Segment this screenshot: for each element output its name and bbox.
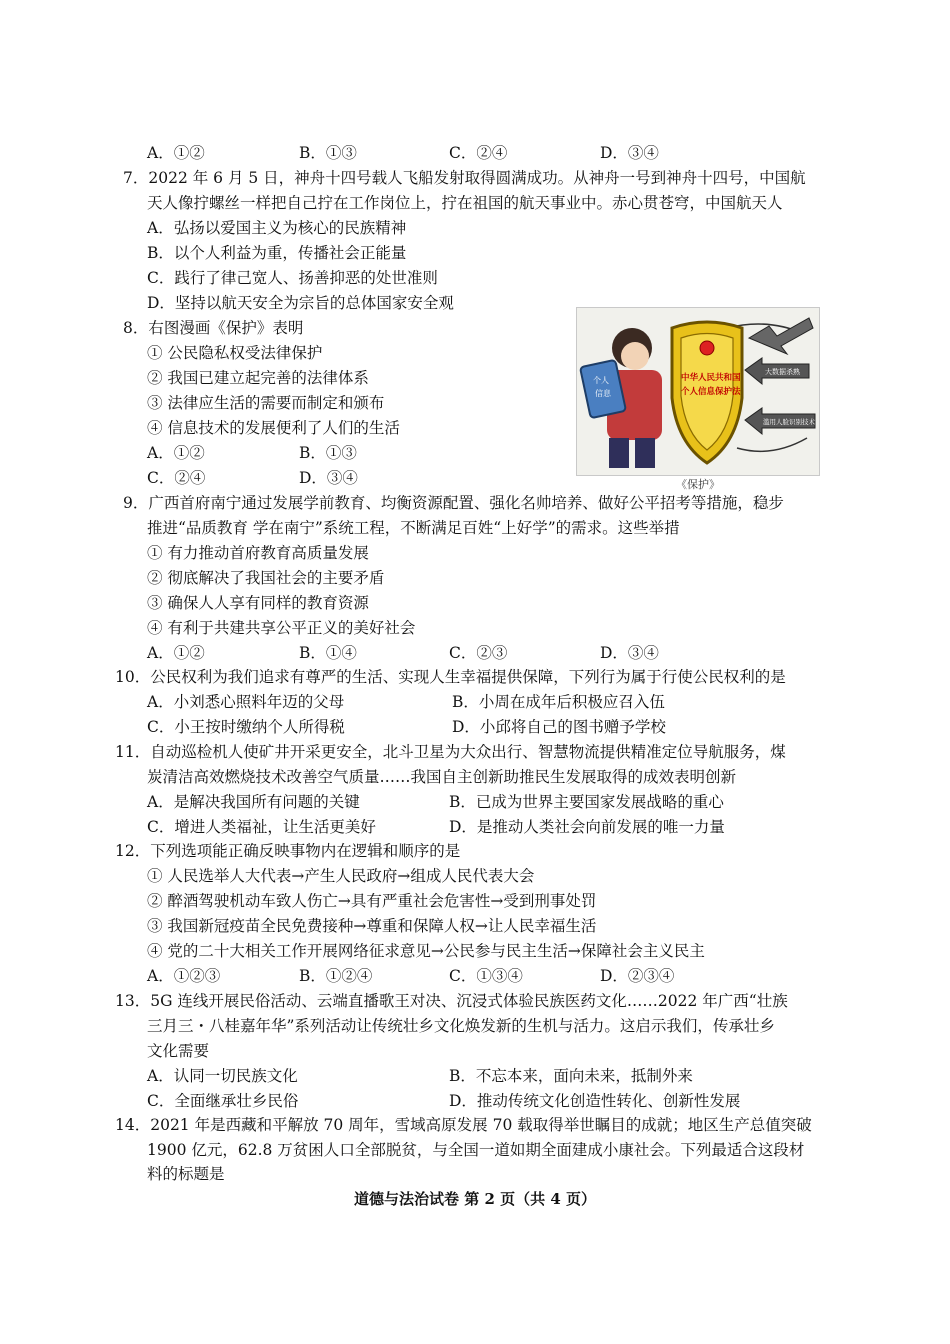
- cartoon-caption: 《保护》: [676, 478, 720, 491]
- q14-stem-line1: 14．2021 年是西藏和平解放 70 周年，雪域高原发展 70 载取得举世瞩目的成就；地区生产总值突破: [115, 1116, 812, 1134]
- q8-option-c: C．②④: [147, 469, 206, 487]
- q13-option-a: A．认同一切民族文化: [147, 1067, 298, 1085]
- tablet-text-2: 信息: [595, 389, 611, 398]
- q13-option-c: C．全面继承壮乡民俗: [147, 1092, 299, 1110]
- q12-option-b: B．①②④: [299, 967, 373, 985]
- q10-option-a: A．小刘悉心照料年迈的父母: [147, 693, 345, 711]
- q14-stem-line3: 料的标题是: [147, 1165, 225, 1183]
- shield-text-2: 个人信息保护法: [681, 387, 741, 397]
- q13-stem-line3: 文化需要: [147, 1042, 210, 1060]
- option-a: A．①②: [147, 144, 205, 162]
- q9-stem-line1: 9．广西首府南宁通过发展学前教育、均衡资源配置、强化名帅培养、做好公平招考等措施，稳步: [123, 494, 784, 512]
- q9-option-a: A．①②: [147, 644, 205, 662]
- shield-text-1: 中华人民共和国: [681, 373, 741, 383]
- q11-option-d: D．是推动人类社会向前发展的唯一力量: [449, 818, 725, 836]
- q7-stem-line2: 天人像拧螺丝一样把自己拧在工作岗位上，拧在祖国的航天事业中。赤心贯苍穹，中国航天人: [147, 194, 783, 212]
- arrow-label-2: 滥用人脸识别技术: [763, 418, 815, 426]
- q8-option-a: A．①②: [147, 444, 205, 462]
- q12-item-1: ① 人民选举人大代表→产生人民政府→组成人民代表大会: [147, 867, 535, 885]
- q13-stem-line2: 三月三・八桂嘉年华”系列活动让传统壮乡文化焕发新的生机与活力。这启示我们，传承壮乡: [147, 1017, 775, 1035]
- q12-item-3: ③ 我国新冠疫苗全民免费接种→尊重和保障人权→让人民幸福生活: [147, 917, 597, 935]
- q7-option-b: B．以个人利益为重，传播社会正能量: [147, 244, 407, 262]
- option-d: D．③④: [600, 144, 659, 162]
- q14-stem-line2: 1900 亿元，62.8 万贫困人口全部脱贫，与全国一道如期全面建成小康社会。下列最适合这段材: [147, 1141, 805, 1159]
- protection-cartoon: [576, 307, 820, 476]
- q12-option-a: A．①②③: [147, 967, 221, 985]
- q7-option-d: D．坚持以航天安全为宗旨的总体国家安全观: [147, 294, 454, 312]
- q9-option-d: D．③④: [600, 644, 659, 662]
- q12-option-d: D．②③④: [600, 967, 675, 985]
- q11-option-c: C．增进人类福祉，让生活更美好: [147, 818, 376, 836]
- q11-option-a: A．是解决我国所有问题的关键: [147, 793, 360, 811]
- q8-item-4: ④ 信息技术的发展便利了人们的生活: [147, 419, 400, 437]
- q7-option-c: C．践行了律己宽人、扬善抑恶的处世准则: [147, 269, 438, 287]
- q9-option-c: C．②③: [449, 644, 508, 662]
- tablet-text-1: 个人: [593, 376, 609, 385]
- q11-stem-line2: 炭清洁高效燃烧技术改善空气质量……我国自主创新助推民生发展取得的成效表明创新: [147, 768, 737, 786]
- q10-stem: 10．公民权利为我们追求有尊严的生活、实现人生幸福提供保障，下列行为属于行使公民权利的是: [115, 668, 786, 686]
- q11-stem-line1: 11．自动巡检机人使矿井开采更安全，北斗卫星为大众出行、智慧物流提供精准定位导航服务，煤: [115, 743, 786, 761]
- arrow-label-1: 大数据杀熟: [765, 368, 800, 376]
- q8-option-b: B．①③: [299, 444, 357, 462]
- q10-option-c: C．小王按时缴纳个人所得税: [147, 718, 345, 736]
- q9-item-4: ④ 有利于共建共享公平正义的美好社会: [147, 619, 416, 637]
- q10-option-d: D．小邱将自己的图书赠予学校: [452, 718, 666, 736]
- page-footer: 道德与法治试卷 第 2 页（共 4 页）: [354, 1190, 596, 1208]
- q9-item-1: ① 有力推动首府教育高质量发展: [147, 544, 369, 562]
- q8-item-2: ② 我国已建立起完善的法律体系: [147, 369, 369, 387]
- q13-option-b: B．不忘本来，面向未来，抵制外来: [449, 1067, 693, 1085]
- q7-option-a: A．弘扬以爱国主义为核心的民族精神: [147, 219, 407, 237]
- q9-option-b: B．①④: [299, 644, 357, 662]
- cartoon-illustration: [577, 308, 819, 475]
- q11-option-b: B．已成为世界主要国家发展战略的重心: [449, 793, 724, 811]
- q13-stem-line1: 13．5G 连线开展民俗活动、云端直播歌王对决、沉浸式体验民族医药文化……2022 年广西“壮族: [115, 992, 788, 1010]
- q12-option-c: C．①③④: [449, 967, 523, 985]
- q9-stem-line2: 推进“品质教育 学在南宁”系统工程，不断满足百姓“上好学”的需求。这些举措: [147, 519, 680, 537]
- option-b: B．①③: [299, 144, 357, 162]
- q8-stem: 8．右图漫画《保护》表明: [123, 319, 304, 337]
- q8-item-3: ③ 法律应生活的需要而制定和颁布: [147, 394, 385, 412]
- q7-stem-line1: 7．2022 年 6 月 5 日，神舟十四号载人飞船发射取得圆满成功。从神舟一号到神舟十四号，中国航: [123, 169, 806, 187]
- q8-option-d: D．③④: [299, 469, 358, 487]
- option-c: C．②④: [449, 144, 508, 162]
- q8-item-1: ① 公民隐私权受法律保护: [147, 344, 323, 362]
- q13-option-d: D．推动传统文化创造性转化、创新性发展: [449, 1092, 741, 1110]
- q10-option-b: B．小周在成年后积极应召入伍: [452, 693, 665, 711]
- q9-item-2: ② 彻底解决了我国社会的主要矛盾: [147, 569, 385, 587]
- q12-item-2: ② 醉酒驾驶机动车致人伤亡→具有严重社会危害性→受到刑事处罚: [147, 892, 597, 910]
- q9-item-3: ③ 确保人人享有同样的教育资源: [147, 594, 369, 612]
- q12-item-4: ④ 党的二十大相关工作开展网络征求意见→公民参与民主生活→保障社会主义民主: [147, 942, 705, 960]
- q12-stem: 12．下列选项能正确反映事物内在逻辑和顺序的是: [115, 842, 461, 860]
